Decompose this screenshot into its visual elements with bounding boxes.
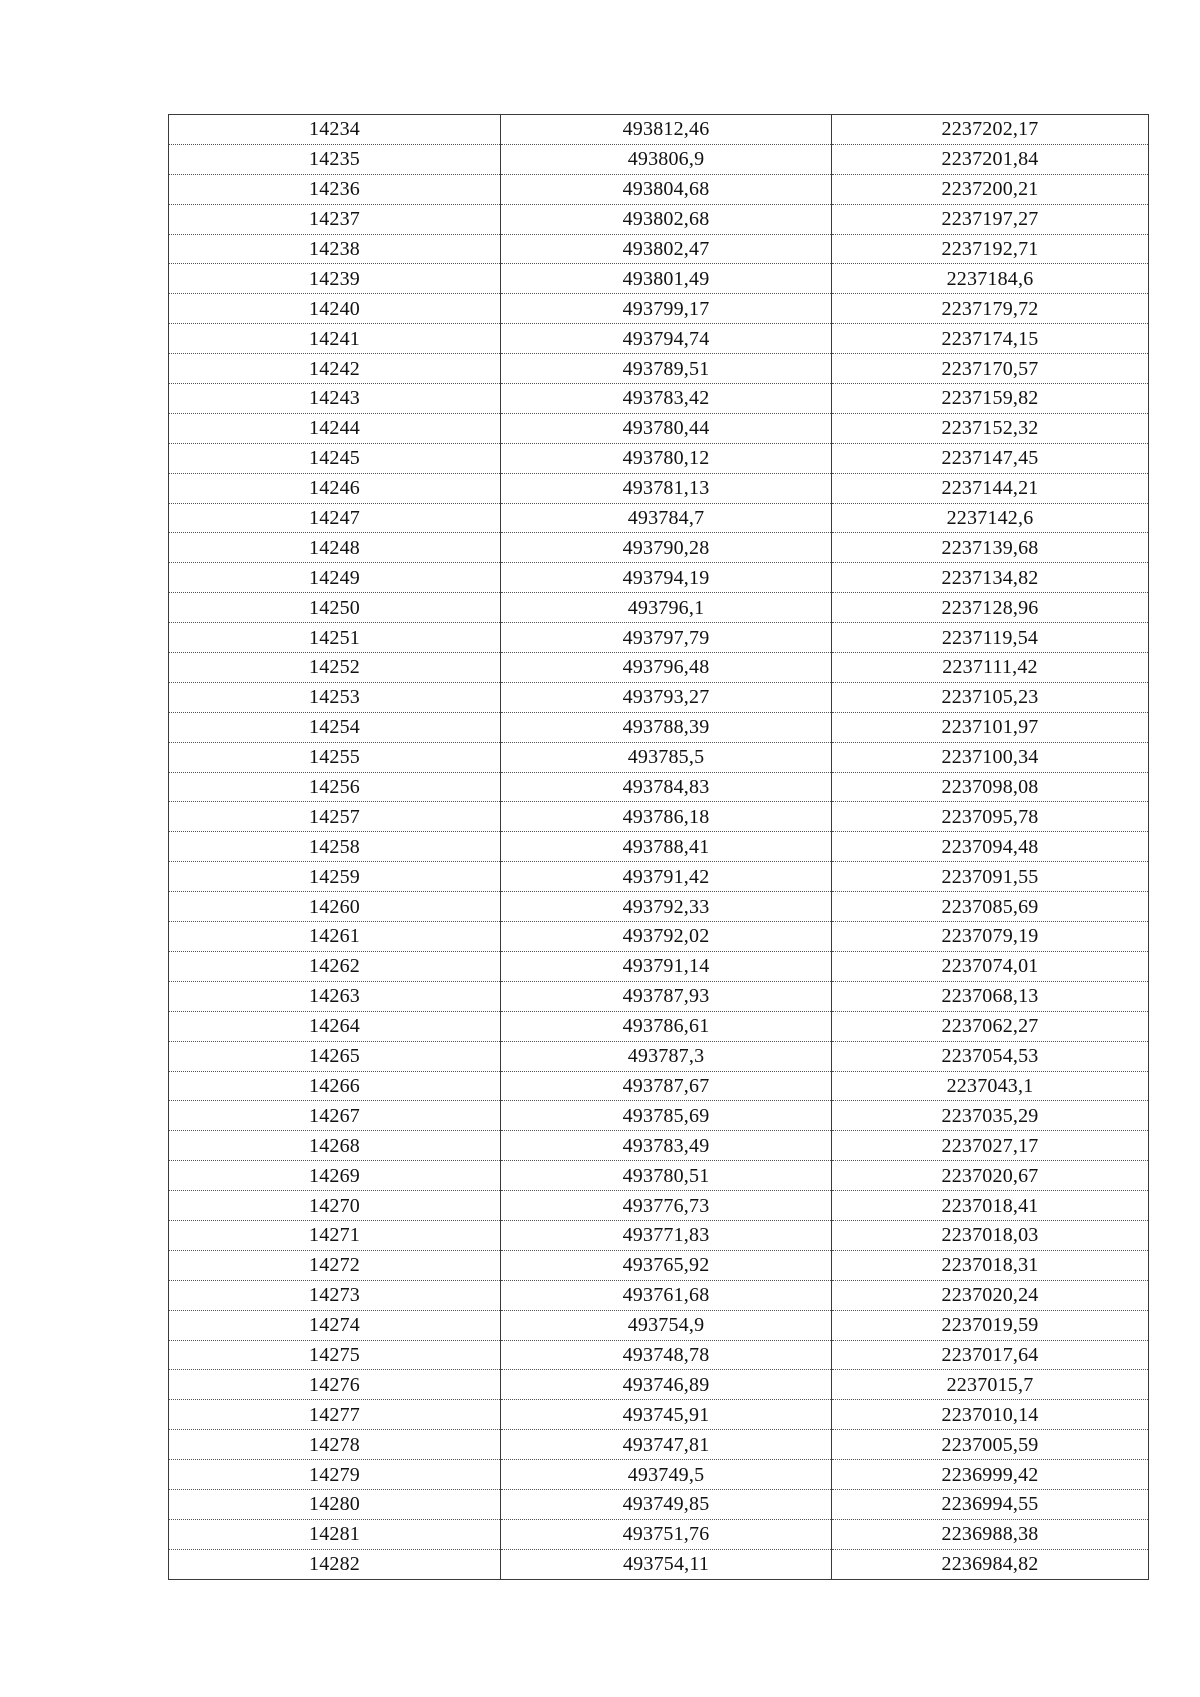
x-coordinate-cell: 493754,11 [501,1549,832,1579]
point-number-cell: 14247 [169,503,501,533]
point-number-cell: 14241 [169,324,501,354]
x-coordinate-cell: 493749,85 [501,1489,832,1519]
point-number-cell: 14280 [169,1489,501,1519]
x-coordinate-cell: 493747,81 [501,1430,832,1460]
y-coordinate-cell: 2237015,7 [832,1370,1149,1400]
point-number-cell: 14274 [169,1310,501,1340]
table-row [169,892,1149,922]
point-number-cell: 14264 [169,1011,501,1041]
y-coordinate-cell: 2236999,42 [832,1460,1149,1490]
table-row [169,1400,1149,1430]
point-number-cell: 14266 [169,1071,501,1101]
table-row [169,1430,1149,1460]
table-row [169,772,1149,802]
table-row [169,1280,1149,1310]
point-number-cell: 14272 [169,1250,501,1280]
x-coordinate-cell: 493787,3 [501,1041,832,1071]
table-row [169,593,1149,623]
table-row [169,712,1149,742]
y-coordinate-cell: 2237074,01 [832,951,1149,981]
x-coordinate-cell: 493792,33 [501,892,832,922]
y-coordinate-cell: 2237079,19 [832,922,1149,952]
y-coordinate-cell: 2237174,15 [832,324,1149,354]
table-row [169,1519,1149,1549]
x-coordinate-cell: 493796,48 [501,653,832,683]
point-number-cell: 14257 [169,802,501,832]
table-row [169,862,1149,892]
point-number-cell: 14252 [169,653,501,683]
x-coordinate-cell: 493788,39 [501,712,832,742]
point-number-cell: 14269 [169,1161,501,1191]
table-row [169,1460,1149,1490]
table-row [169,1131,1149,1161]
point-number-cell: 14273 [169,1280,501,1310]
x-coordinate-cell: 493787,93 [501,981,832,1011]
table-row [169,1340,1149,1370]
y-coordinate-cell: 2237197,27 [832,204,1149,234]
y-coordinate-cell: 2237128,96 [832,593,1149,623]
x-coordinate-cell: 493806,9 [501,144,832,174]
x-coordinate-cell: 493780,12 [501,443,832,473]
table-row [169,1220,1149,1250]
point-number-cell: 14254 [169,712,501,742]
table-row [169,1071,1149,1101]
table-row [169,1011,1149,1041]
point-number-cell: 14235 [169,144,501,174]
point-number-cell: 14256 [169,772,501,802]
x-coordinate-cell: 493796,1 [501,593,832,623]
y-coordinate-cell: 2237018,41 [832,1191,1149,1221]
y-coordinate-cell: 2237094,48 [832,832,1149,862]
y-coordinate-cell: 2237202,17 [832,115,1149,145]
table-row [169,1041,1149,1071]
table-row [169,563,1149,593]
x-coordinate-cell: 493802,68 [501,204,832,234]
point-number-cell: 14270 [169,1191,501,1221]
point-number-cell: 14240 [169,294,501,324]
x-coordinate-cell: 493751,76 [501,1519,832,1549]
point-number-cell: 14276 [169,1370,501,1400]
table-row [169,384,1149,414]
x-coordinate-cell: 493780,44 [501,413,832,443]
y-coordinate-cell: 2237139,68 [832,533,1149,563]
y-coordinate-cell: 2237043,1 [832,1071,1149,1101]
y-coordinate-cell: 2237062,27 [832,1011,1149,1041]
x-coordinate-cell: 493799,17 [501,294,832,324]
table-row [169,742,1149,772]
x-coordinate-cell: 493784,7 [501,503,832,533]
table-row [169,264,1149,294]
y-coordinate-cell: 2237068,13 [832,981,1149,1011]
x-coordinate-cell: 493793,27 [501,682,832,712]
point-number-cell: 14251 [169,623,501,653]
y-coordinate-cell: 2237035,29 [832,1101,1149,1131]
point-number-cell: 14248 [169,533,501,563]
x-coordinate-cell: 493802,47 [501,234,832,264]
point-number-cell: 14238 [169,234,501,264]
point-number-cell: 14246 [169,473,501,503]
point-number-cell: 14282 [169,1549,501,1579]
y-coordinate-cell: 2237170,57 [832,354,1149,384]
x-coordinate-cell: 493771,83 [501,1220,832,1250]
table-row [169,802,1149,832]
table-row [169,533,1149,563]
x-coordinate-cell: 493749,5 [501,1460,832,1490]
y-coordinate-cell: 2237179,72 [832,294,1149,324]
point-number-cell: 14245 [169,443,501,473]
x-coordinate-cell: 493804,68 [501,174,832,204]
y-coordinate-cell: 2236994,55 [832,1489,1149,1519]
point-number-cell: 14275 [169,1340,501,1370]
x-coordinate-cell: 493780,51 [501,1161,832,1191]
point-number-cell: 14253 [169,682,501,712]
coordinates-table-body [169,115,1149,1580]
point-number-cell: 14237 [169,204,501,234]
table-row [169,1191,1149,1221]
point-number-cell: 14277 [169,1400,501,1430]
table-row [169,653,1149,683]
y-coordinate-cell: 2237147,45 [832,443,1149,473]
y-coordinate-cell: 2237018,03 [832,1220,1149,1250]
x-coordinate-cell: 493791,42 [501,862,832,892]
point-number-cell: 14278 [169,1430,501,1460]
point-number-cell: 14234 [169,115,501,145]
x-coordinate-cell: 493748,78 [501,1340,832,1370]
y-coordinate-cell: 2237159,82 [832,384,1149,414]
point-number-cell: 14263 [169,981,501,1011]
x-coordinate-cell: 493786,61 [501,1011,832,1041]
point-number-cell: 14243 [169,384,501,414]
y-coordinate-cell: 2236984,82 [832,1549,1149,1579]
point-number-cell: 14260 [169,892,501,922]
x-coordinate-cell: 493787,67 [501,1071,832,1101]
table-row [169,443,1149,473]
point-number-cell: 14267 [169,1101,501,1131]
table-row [169,1161,1149,1191]
point-number-cell: 14236 [169,174,501,204]
point-number-cell: 14281 [169,1519,501,1549]
y-coordinate-cell: 2237018,31 [832,1250,1149,1280]
x-coordinate-cell: 493776,73 [501,1191,832,1221]
table-row [169,294,1149,324]
y-coordinate-cell: 2237005,59 [832,1430,1149,1460]
table-row [169,1101,1149,1131]
x-coordinate-cell: 493791,14 [501,951,832,981]
y-coordinate-cell: 2237192,71 [832,234,1149,264]
y-coordinate-cell: 2237091,55 [832,862,1149,892]
table-row [169,174,1149,204]
table-row [169,473,1149,503]
y-coordinate-cell: 2237200,21 [832,174,1149,204]
x-coordinate-cell: 493812,46 [501,115,832,145]
x-coordinate-cell: 493783,42 [501,384,832,414]
y-coordinate-cell: 2237105,23 [832,682,1149,712]
x-coordinate-cell: 493754,9 [501,1310,832,1340]
table-row [169,832,1149,862]
x-coordinate-cell: 493797,79 [501,623,832,653]
y-coordinate-cell: 2237054,53 [832,1041,1149,1071]
y-coordinate-cell: 2237201,84 [832,144,1149,174]
x-coordinate-cell: 493746,89 [501,1370,832,1400]
x-coordinate-cell: 493792,02 [501,922,832,952]
point-number-cell: 14259 [169,862,501,892]
table-row [169,981,1149,1011]
x-coordinate-cell: 493784,83 [501,772,832,802]
y-coordinate-cell: 2237020,24 [832,1280,1149,1310]
y-coordinate-cell: 2237027,17 [832,1131,1149,1161]
table-row [169,1250,1149,1280]
coordinates-table [168,114,1149,1580]
table-row [169,354,1149,384]
table-row [169,1310,1149,1340]
y-coordinate-cell: 2237144,21 [832,473,1149,503]
x-coordinate-cell: 493788,41 [501,832,832,862]
table-row [169,951,1149,981]
y-coordinate-cell: 2237098,08 [832,772,1149,802]
point-number-cell: 14261 [169,922,501,952]
x-coordinate-cell: 493785,5 [501,742,832,772]
y-coordinate-cell: 2236988,38 [832,1519,1149,1549]
table-row [169,682,1149,712]
x-coordinate-cell: 493794,74 [501,324,832,354]
point-number-cell: 14262 [169,951,501,981]
table-row [169,1370,1149,1400]
x-coordinate-cell: 493790,28 [501,533,832,563]
table-row [169,1489,1149,1519]
y-coordinate-cell: 2237101,97 [832,712,1149,742]
y-coordinate-cell: 2237184,6 [832,264,1149,294]
point-number-cell: 14271 [169,1220,501,1250]
point-number-cell: 14249 [169,563,501,593]
x-coordinate-cell: 493781,13 [501,473,832,503]
y-coordinate-cell: 2237152,32 [832,413,1149,443]
table-row [169,413,1149,443]
y-coordinate-cell: 2237020,67 [832,1161,1149,1191]
point-number-cell: 14258 [169,832,501,862]
table-row [169,1549,1149,1579]
x-coordinate-cell: 493783,49 [501,1131,832,1161]
y-coordinate-cell: 2237019,59 [832,1310,1149,1340]
x-coordinate-cell: 493765,92 [501,1250,832,1280]
y-coordinate-cell: 2237119,54 [832,623,1149,653]
point-number-cell: 14242 [169,354,501,384]
y-coordinate-cell: 2237017,64 [832,1340,1149,1370]
y-coordinate-cell: 2237085,69 [832,892,1149,922]
y-coordinate-cell: 2237111,42 [832,653,1149,683]
table-row [169,503,1149,533]
table-row [169,623,1149,653]
point-number-cell: 14265 [169,1041,501,1071]
point-number-cell: 14255 [169,742,501,772]
x-coordinate-cell: 493794,19 [501,563,832,593]
point-number-cell: 14244 [169,413,501,443]
table-row [169,115,1149,145]
y-coordinate-cell: 2237134,82 [832,563,1149,593]
point-number-cell: 14279 [169,1460,501,1490]
y-coordinate-cell: 2237095,78 [832,802,1149,832]
table-row [169,324,1149,354]
y-coordinate-cell: 2237100,34 [832,742,1149,772]
point-number-cell: 14268 [169,1131,501,1161]
x-coordinate-cell: 493745,91 [501,1400,832,1430]
table-row [169,144,1149,174]
table-row [169,204,1149,234]
y-coordinate-cell: 2237142,6 [832,503,1149,533]
x-coordinate-cell: 493789,51 [501,354,832,384]
point-number-cell: 14239 [169,264,501,294]
x-coordinate-cell: 493761,68 [501,1280,832,1310]
x-coordinate-cell: 493801,49 [501,264,832,294]
table-row [169,234,1149,264]
y-coordinate-cell: 2237010,14 [832,1400,1149,1430]
x-coordinate-cell: 493786,18 [501,802,832,832]
table-row [169,922,1149,952]
x-coordinate-cell: 493785,69 [501,1101,832,1131]
point-number-cell: 14250 [169,593,501,623]
